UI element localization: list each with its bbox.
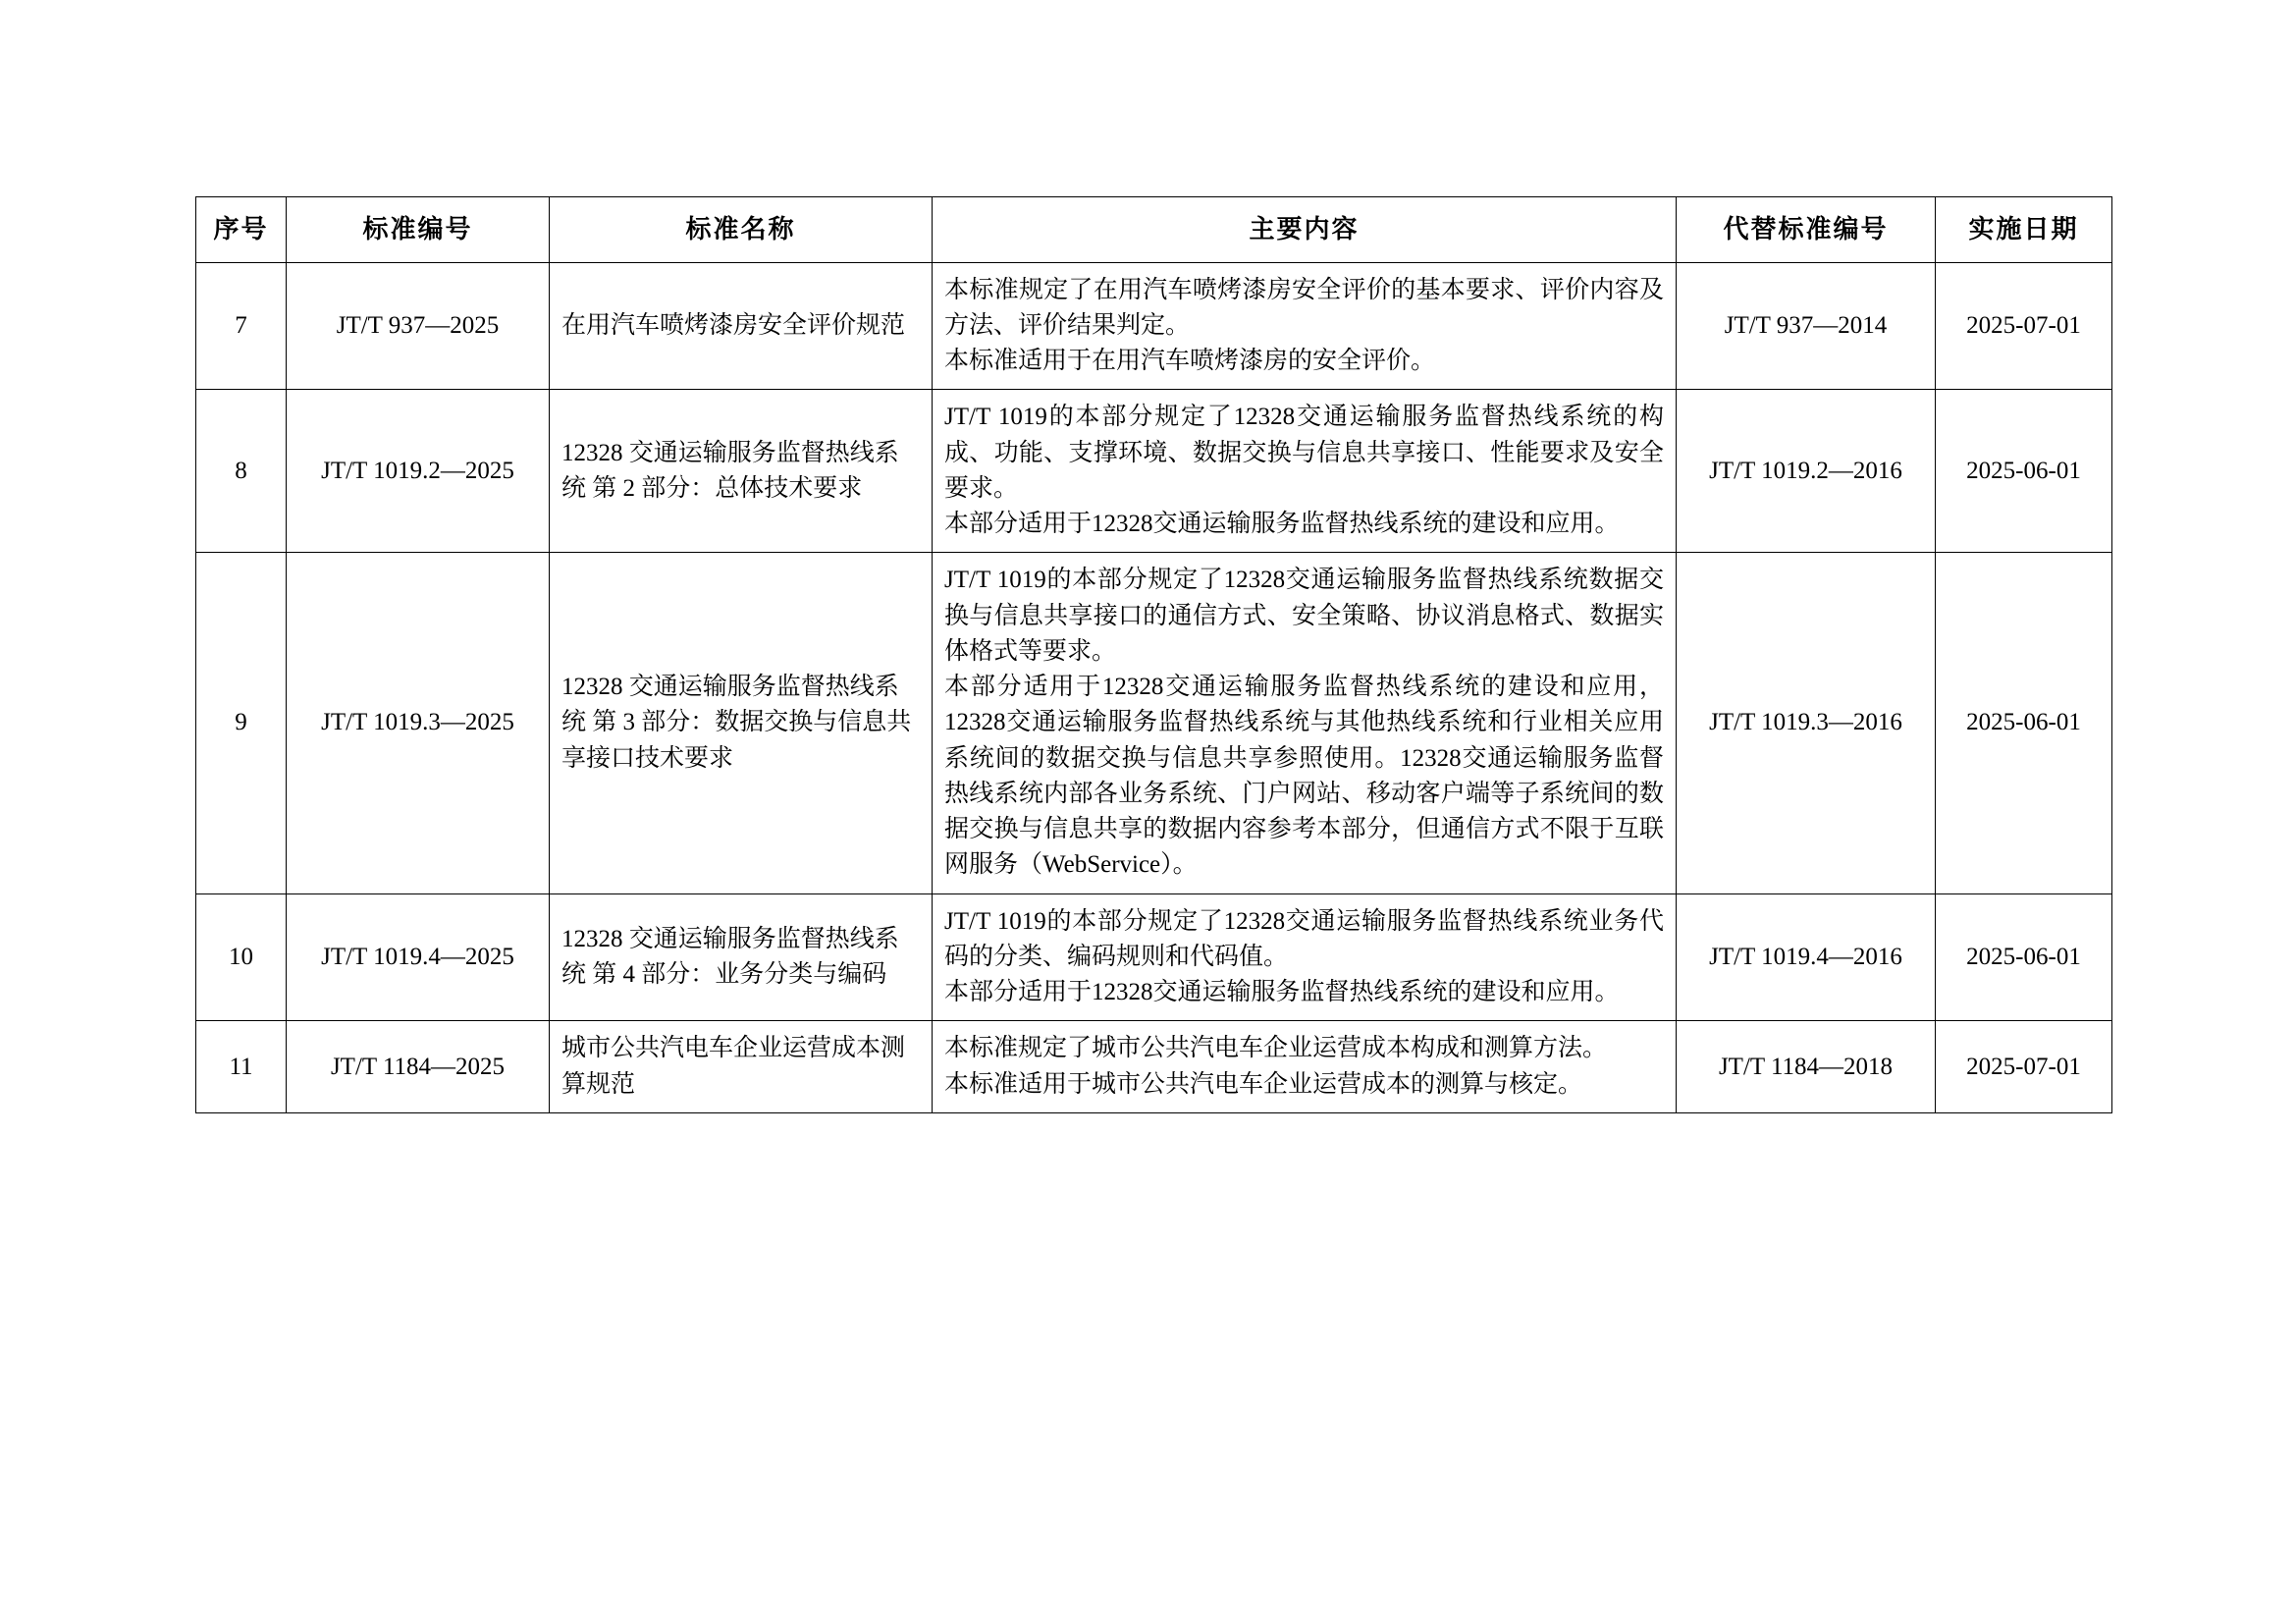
column-header-seq: 序号 bbox=[196, 197, 287, 263]
cell-main-content bbox=[933, 390, 1677, 553]
cell-replaced-code: JT/T 1019.4—2016 bbox=[1677, 893, 1936, 1021]
cell-standard-name: 在用汽车喷烤漆房安全评价规范 bbox=[550, 262, 933, 390]
column-header-main-content: 主要内容 bbox=[933, 197, 1677, 263]
content-paragraph: JT/T 1019的本部分规定了12328交通运输服务监督热线系统数据交换与信息共享接口的通信方式、安全策略、协议消息格式、数据实体格式等要求。 bbox=[944, 567, 1664, 665]
cell-main-content bbox=[933, 893, 1677, 1021]
content-paragraph: 本部分适用于12328交通运输服务监督热线系统的建设和应用。 bbox=[944, 979, 1620, 1006]
column-header-standard-name: 标准名称 bbox=[550, 197, 933, 263]
cell-replaced-code: JT/T 1184—2018 bbox=[1677, 1021, 1936, 1113]
table-body bbox=[196, 262, 2112, 1112]
cell-main-content bbox=[933, 553, 1677, 893]
column-header-standard-code: 标准编号 bbox=[287, 197, 550, 263]
cell-seq: 11 bbox=[196, 1021, 287, 1113]
cell-standard-code: JT/T 1019.3—2025 bbox=[287, 553, 550, 893]
cell-main-content bbox=[933, 1021, 1677, 1113]
table-header bbox=[196, 197, 2112, 263]
table-row bbox=[196, 893, 2112, 1021]
cell-seq: 10 bbox=[196, 893, 287, 1021]
table-header-row bbox=[196, 197, 2112, 263]
cell-standard-name: 12328 交通运输服务监督热线系统 第 4 部分：业务分类与编码 bbox=[550, 893, 933, 1021]
cell-replaced-code: JT/T 1019.3—2016 bbox=[1677, 553, 1936, 893]
content-paragraph: 本标准适用于在用汽车喷烤漆房的安全评价。 bbox=[944, 348, 1436, 375]
content-paragraph: JT/T 1019的本部分规定了12328交通运输服务监督热线系统业务代码的分类、编码规则和代码值。 bbox=[944, 907, 1664, 970]
table-row bbox=[196, 553, 2112, 893]
cell-standard-name: 12328 交通运输服务监督热线系统 第 2 部分：总体技术要求 bbox=[550, 390, 933, 553]
cell-effective-date: 2025-06-01 bbox=[1936, 553, 2112, 893]
cell-seq: 9 bbox=[196, 553, 287, 893]
table-row bbox=[196, 390, 2112, 553]
cell-seq: 8 bbox=[196, 390, 287, 553]
content-paragraph: 本部分适用于12328交通运输服务监督热线系统的建设和应用，12328交通运输服务监督热线系统与其他热线系统和行业相关应用系统间的数据交换与信息共享参照使用。12328交通运输服务监督热线系统内部各业务系统、门户网站、移动客户端等子系统间的数据交换与信息共享的数据内容参考本部分，但通信方式不限于互联网服务（WebService）。 bbox=[944, 674, 1664, 879]
content-paragraph: 本标准规定了城市公共汽电车企业运营成本构成和测算方法。 bbox=[944, 1035, 1608, 1062]
standards-table bbox=[195, 196, 2112, 1113]
column-header-replaced-code: 代替标准编号 bbox=[1677, 197, 1936, 263]
cell-standard-name: 城市公共汽电车企业运营成本测算规范 bbox=[550, 1021, 933, 1113]
table-row bbox=[196, 262, 2112, 390]
cell-effective-date: 2025-07-01 bbox=[1936, 1021, 2112, 1113]
cell-standard-code: JT/T 1019.4—2025 bbox=[287, 893, 550, 1021]
cell-standard-code: JT/T 937—2025 bbox=[287, 262, 550, 390]
cell-effective-date: 2025-07-01 bbox=[1936, 262, 2112, 390]
cell-standard-code: JT/T 1184—2025 bbox=[287, 1021, 550, 1113]
cell-standard-name: 12328 交通运输服务监督热线系统 第 3 部分：数据交换与信息共享接口技术要求 bbox=[550, 553, 933, 893]
cell-replaced-code: JT/T 937—2014 bbox=[1677, 262, 1936, 390]
column-header-effective-date: 实施日期 bbox=[1936, 197, 2112, 263]
cell-replaced-code: JT/T 1019.2—2016 bbox=[1677, 390, 1936, 553]
content-paragraph: 本标准适用于城市公共汽电车企业运营成本的测算与核定。 bbox=[944, 1070, 1583, 1098]
content-paragraph: JT/T 1019的本部分规定了12328交通运输服务监督热线系统的构成、功能、支撑环境、数据交换与信息共享接口、性能要求及安全要求。 bbox=[944, 404, 1664, 502]
table-row bbox=[196, 1021, 2112, 1113]
cell-seq: 7 bbox=[196, 262, 287, 390]
cell-main-content bbox=[933, 262, 1677, 390]
content-paragraph: 本标准规定了在用汽车喷烤漆房安全评价的基本要求、评价内容及方法、评价结果判定。 bbox=[944, 276, 1664, 339]
standards-table-container bbox=[195, 196, 2111, 1113]
cell-standard-code: JT/T 1019.2—2025 bbox=[287, 390, 550, 553]
content-paragraph: 本部分适用于12328交通运输服务监督热线系统的建设和应用。 bbox=[944, 511, 1620, 538]
cell-effective-date: 2025-06-01 bbox=[1936, 893, 2112, 1021]
cell-effective-date: 2025-06-01 bbox=[1936, 390, 2112, 553]
